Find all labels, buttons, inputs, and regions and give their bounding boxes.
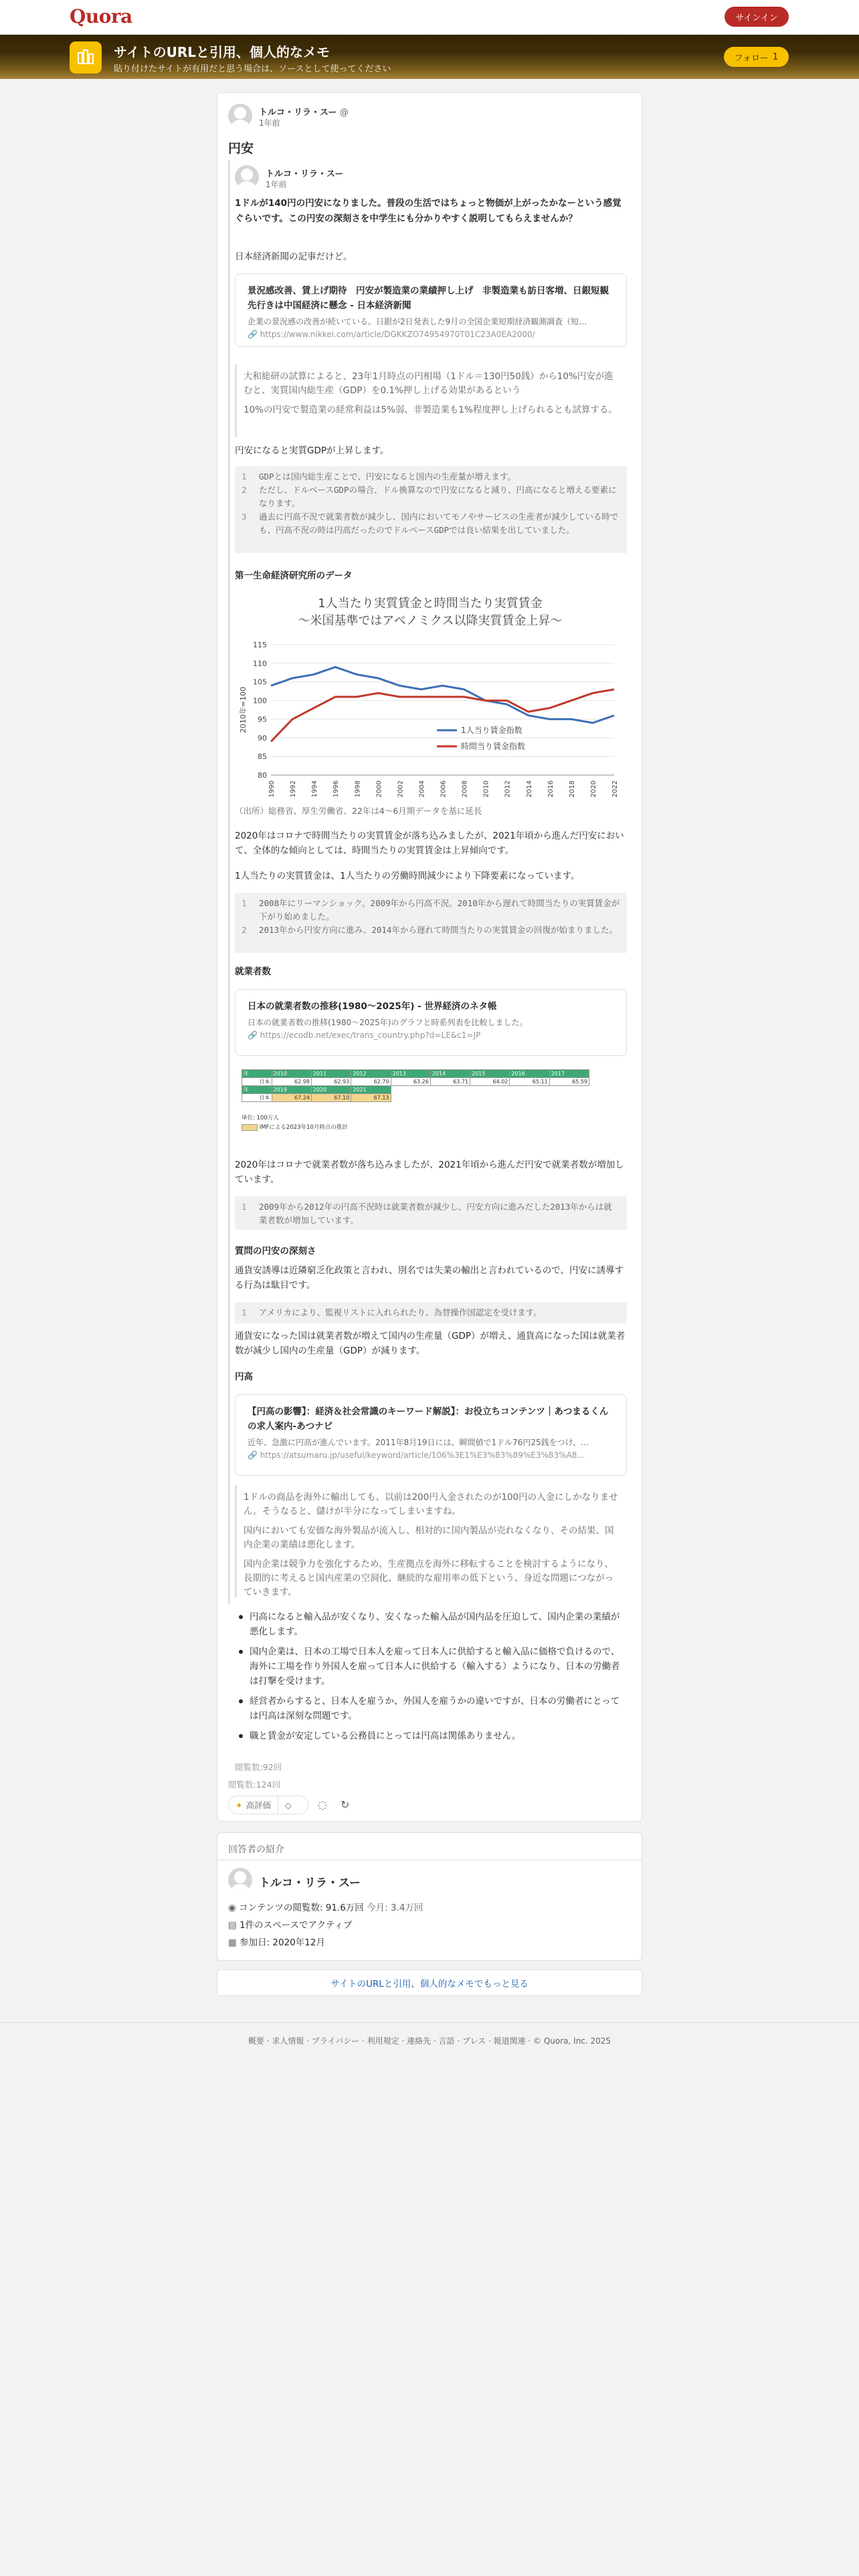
x-tick-label: 2014 <box>525 780 533 798</box>
table-cell: 年 <box>242 1070 272 1078</box>
upvote-label: 高評価 <box>246 1800 271 1810</box>
series-line-1 <box>271 667 614 723</box>
code-block-4 <box>235 1302 627 1323</box>
table-unit: 単位: 100万人 <box>242 1115 279 1121</box>
code-line: 1 2008年にリーマンショック。2009年から円高不況。2010年から遅れて時間当たりの実質賃金が下がり始めました。 <box>242 898 620 922</box>
table-cell: 日本 <box>242 1094 272 1102</box>
post-title: 円安 <box>228 141 254 156</box>
x-tick-label: 2016 <box>547 780 555 798</box>
table-cell: 67.13 <box>351 1094 391 1102</box>
table-cell: 67.24 <box>272 1094 311 1102</box>
author-profile-card <box>217 1832 642 1961</box>
table-row-years-2 <box>242 1086 589 1094</box>
table-cell: 63.71 <box>430 1078 470 1086</box>
y-tick-label: 105 <box>253 677 267 687</box>
quote-1a: 大和総研の試算によると、23年1月時点の円相場（1ドル＝130円50銭）から10%円安が進むと、実質国内総生産（GDP）を0.1%押し上げる効果があるという <box>244 371 613 396</box>
upvote-icon: ✦ <box>235 1800 243 1810</box>
link-card-title: 日本の就業者数の推移(1980～2025年) - 世界経済のネタ帳 <box>248 1001 497 1012</box>
bullet-list <box>235 1610 623 1749</box>
post-views: 閲覧数:124回 <box>228 1780 281 1790</box>
x-tick-label: 1992 <box>290 780 298 798</box>
y-tick-label: 95 <box>258 715 267 724</box>
link-icon: 🔗 <box>248 1451 260 1460</box>
wage-chart[interactable] <box>236 591 624 820</box>
legend-label: 1人当り賃金指数 <box>461 726 522 735</box>
table-cell: 2014 <box>430 1070 470 1078</box>
x-tick-label: 2010 <box>482 780 490 798</box>
code-line: 2 ただし、ドルベースGDPの場合、ドル換算なので円安になると減り、円高になると増える要素になります。 <box>242 485 617 508</box>
footer-links[interactable]: 概要 · 求人情報 · プライバシー · 利用規定 · 連絡先 · 言語 · プレス · 報道関連 · © Quora, Inc. 2025 <box>248 2036 611 2046</box>
link-url-text: https://atsumaru.jp/useful/keyword/article/106%3E1%E3%83%89%E3%83%A8… <box>260 1451 585 1460</box>
x-tick-label: 2008 <box>461 780 469 798</box>
code-block-2 <box>235 893 627 953</box>
profile-active: 1件のスペースでアクティブ <box>240 1920 353 1931</box>
link-url-text: https://ecodb.net/exec/trans_country.php?d=LE&c1=JP <box>260 1031 481 1040</box>
upvote-group <box>228 1796 308 1814</box>
link-card-desc: 日本の就業者数の推移(1980～2025年)のグラフと時系列表を比較しました。 <box>248 1018 528 1027</box>
link-url-text: https://www.nikkei.com/article/DGKKZO74954970T01C23A0EA2000/ <box>260 330 535 339</box>
link-card-desc: 企業の景況感の改善が続いている。日銀が2日発表した9月の全国企業短期経済観測調査（短… <box>248 317 587 326</box>
table-row-years-1 <box>242 1070 589 1078</box>
inner-author-name[interactable]: トルコ・リラ・スー <box>266 169 344 179</box>
list-item: 円高になると輸入品が安くなり、安くなった輸入品が国内品を圧迫して、国内企業の業績が悪化します。 <box>235 1610 623 1639</box>
inner-author-avatar[interactable] <box>235 165 259 189</box>
table-cell: 65.11 <box>510 1078 549 1086</box>
inner-views: 閲覧数:92回 <box>235 1762 282 1772</box>
quote-divider <box>228 160 230 1604</box>
spaces-icon: ▤ <box>228 1920 237 1931</box>
x-tick-label: 1994 <box>311 780 319 798</box>
y-tick-label: 85 <box>258 752 267 762</box>
paragraph-3: 2020年はコロナで時間当たりの実質賃金が落ち込みましたが、2021年頃から進んだ円安において、全体的な傾向としては、時間当たりの実質賃金は上昇傾向です。 <box>235 831 624 856</box>
table-cell: 2021 <box>351 1086 391 1094</box>
profile-name[interactable]: トルコ・リラ・スー <box>259 1876 361 1890</box>
table-note-row <box>242 1123 348 1131</box>
link-card-url <box>248 1451 614 1460</box>
paragraph-6: 通貨安誘導は近隣窮乏化政策と言われ、別名では失業の輸出と言われているので、円安に誘導する行為は駄目です。 <box>235 1265 624 1291</box>
calendar-icon: ▦ <box>228 1937 237 1948</box>
follow-label: フォロー <box>734 53 769 64</box>
list-item: 職と賃金が安定している公務員にとっては円高は関係ありません。 <box>235 1729 623 1743</box>
table-cell: 62.70 <box>351 1078 391 1086</box>
y-axis-label: 2010年=100 <box>239 686 248 734</box>
x-tick-label: 2002 <box>397 780 405 798</box>
table-cell: 日本 <box>242 1078 272 1086</box>
quote-3a: 1ドルの商品を海外に輸出しても、以前は200円入金されたのが100円の入金にしかなりません。そうなると、儲けが半分になってしまいますね。 <box>244 1492 618 1517</box>
link-icon: 🔗 <box>248 1031 260 1040</box>
follow-button[interactable] <box>724 47 789 67</box>
space-icon[interactable] <box>70 41 102 74</box>
code-line: 2 2013年から円安方向に進み、2014年から遅れて時間当たりの実質賃金の回復が始まりました。 <box>242 925 617 935</box>
code-line: 1 GDPとは国内総生産ことで、円安になると国内の生産量が増えます。 <box>242 471 516 481</box>
y-tick-label: 100 <box>253 696 267 706</box>
table-cell: 65.59 <box>549 1078 589 1086</box>
chart-source: （出所）総務省、厚生労働省、22年は4～6月期データを基に延長 <box>235 806 482 816</box>
link-icon: 🔗 <box>248 330 260 339</box>
paragraph-7: 通貨安になった国は就業者数が増えて国内の生産量（GDP）が増え、通貨高になった国は就業者数が減少し国内の生産量（GDP）が減ります。 <box>235 1331 626 1356</box>
table-cell: 63.26 <box>391 1078 430 1086</box>
chart-title: 1人当たり実質賃金と時間当たり実質賃金 <box>318 597 543 611</box>
link-card-title: 景況感改善、賃上げ期待 円安が製造業の業績押し上げ 非製造業も訪日客増、日銀短観 先行きは中国経済に懸念 - 日本経済新聞 <box>248 286 618 311</box>
space-subtitle: 貼り付けたサイトが有用だと思う場合は、ソースとして使ってください <box>114 64 391 74</box>
author-avatar[interactable] <box>228 104 252 128</box>
downvote-button[interactable] <box>278 1800 298 1810</box>
table-cell: 2012 <box>351 1070 391 1078</box>
profile-views-row <box>228 1900 423 1913</box>
x-tick-label: 2020 <box>589 780 597 798</box>
paragraph-5: 2020年はコロナで就業者数が落ち込みましたが、2021年頃から進んだ円安で就業者数が増加しています。 <box>235 1160 624 1185</box>
list-item: 国内企業は、日本の工場で日本人を雇って日本人に供給すると輸入品に価格で負けるので、海外に工場を作り外国人を雇って日本人に供給する（輸入する）ようになり、日本の労働者は打撃を受けます。 <box>235 1644 623 1689</box>
profile-views-month: 今月: 3.4万回 <box>367 1903 423 1913</box>
inner-post-time: 1年前 <box>266 180 287 189</box>
table-cell: 2017 <box>549 1070 589 1078</box>
x-tick-label: 1998 <box>354 780 362 798</box>
link-card-title: 【円高の影響】：経済＆社会常識のキーワード解説】：お役立ちコンテンツ｜あつまるくんの求人案内-あつナビ <box>248 1406 609 1432</box>
profile-joined-row <box>228 1935 325 1948</box>
profile-avatar[interactable] <box>228 1868 252 1892</box>
y-tick-label: 90 <box>258 734 267 743</box>
heading-employment: 就業者数 <box>235 966 271 977</box>
table-cell: 67.10 <box>311 1094 351 1102</box>
post-time[interactable]: 1年前 <box>259 118 280 128</box>
quote-3c: 国内企業は競争力を強化するため、生産拠点を海外に移転することを検討するようになり、長期的に考えると国内産業の空洞化、継続的な雇用率の低下という、身近な問題につながっていきます。 <box>244 1559 614 1598</box>
paragraph-4: 1人当たりの実質賃金は、1人当たりの労働時間減少により下降要素になっています。 <box>235 871 580 881</box>
legend-label: 時間当り賃金指数 <box>461 742 526 751</box>
question-text[interactable]: 1ドルが140円の円安になりました。普段の生活ではちょっと物価が上がったかなーという感覚ぐらいです。この円安の深刻さを中学生にも分かりやすく説明してもらえませんか？ <box>235 198 622 224</box>
link-card-ecodb[interactable] <box>235 989 627 1056</box>
table-cell: 62.98 <box>272 1078 311 1086</box>
post-card <box>217 92 642 1822</box>
paragraph-1: 日本経済新聞の記事だけど。 <box>235 251 353 262</box>
x-tick-label: 2006 <box>440 780 448 798</box>
heading-severity: 質問の円安の深刻さ <box>235 1246 316 1257</box>
table-cell: 2020 <box>311 1086 351 1094</box>
table-cell: 2010 <box>272 1070 311 1078</box>
link-card-url <box>248 1031 614 1040</box>
chart-subtitle: ～米国基準ではアベノミクス以降実質賃金上昇～ <box>298 614 563 628</box>
author-name[interactable]: トルコ・リラ・スー <box>259 108 337 118</box>
table-cell: 年 <box>242 1086 272 1094</box>
estimate-swatch <box>242 1124 258 1131</box>
table-cell: 2016 <box>510 1070 549 1078</box>
link-card-nikkei[interactable] <box>235 274 627 347</box>
paragraph-2: 円安になると実質GDPが上昇します。 <box>235 445 389 456</box>
comment-icon[interactable]: ◌ <box>318 1798 327 1811</box>
code-line: 1 アメリカにより、監視リストに入れられたり、為替操作国認定を受けます。 <box>242 1307 542 1317</box>
table-note: IMFによる2023年10月時点の推計 <box>259 1124 348 1131</box>
author-name-row <box>259 105 349 118</box>
table-cell: 2013 <box>391 1070 430 1078</box>
quote-3b: 国内においても安価な海外製品が流入し、相対的に国内製品が売れなくなり、その結果、国内企業の業績は悪化します。 <box>244 1525 614 1550</box>
x-tick-label: 2004 <box>418 780 426 798</box>
table-cell: 64.02 <box>470 1078 510 1086</box>
table-row-values-1 <box>242 1078 589 1086</box>
downvote-icon: ◇ <box>285 1800 292 1810</box>
upvote-button[interactable] <box>229 1796 278 1814</box>
top-bar <box>0 0 859 35</box>
x-tick-label: 2000 <box>375 780 383 798</box>
code-line: 1 2009年から2012年の円高不況時は就業者数が減少し、円安方向に進みだした2013年からは就業者数が増加しています。 <box>242 1202 612 1225</box>
employment-table <box>242 1069 589 1102</box>
x-tick-label: 1990 <box>268 780 276 798</box>
table-cell: 2019 <box>272 1086 311 1094</box>
employment-table-image <box>242 1069 616 1136</box>
space-title[interactable]: サイトのURLと引用、個人的なメモ <box>114 44 330 60</box>
profile-views: コンテンツの閲覧数: 91.6万回 <box>239 1903 364 1913</box>
author-suffix: @ <box>339 108 349 118</box>
table-cell: 62.93 <box>311 1078 351 1086</box>
blockquote-2 <box>235 1485 627 1598</box>
share-icon[interactable]: ↻ <box>341 1798 350 1811</box>
table-cell: 2015 <box>470 1070 510 1078</box>
link-card-atsunavi[interactable] <box>235 1394 627 1476</box>
quote-1b: 10%の円安で製造業の経常利益は5%弱、非製造業も1%程度押し上げられるとも試算する。 <box>244 405 617 415</box>
wage-chart-svg <box>236 591 624 820</box>
link-card-desc: 近年、急激に円高が進んでいます。2011年8月19日には、瞬間値で1ドル76円25銭をつけ、… <box>248 1438 589 1447</box>
link-card-url <box>248 330 614 339</box>
x-tick-label: 2022 <box>611 780 619 798</box>
series-line-2 <box>271 689 614 742</box>
list-item: 経営者からすると、日本人を雇うか、外国人を雇うかの違いですが、日本の労働者にとっては円高は深刻な問題です。 <box>235 1694 623 1723</box>
space-banner <box>0 35 859 79</box>
eye-icon: ◉ <box>228 1903 236 1913</box>
y-tick-label: 80 <box>258 771 267 780</box>
blockquote-1 <box>235 364 627 437</box>
profile-heading: 回答者の紹介 <box>228 1844 284 1855</box>
profile-active-row <box>228 1917 353 1931</box>
footer <box>0 2022 859 2576</box>
code-block-3 <box>235 1196 627 1230</box>
y-tick-label: 110 <box>253 659 267 668</box>
profile-joined: 参加日: 2020年12月 <box>240 1937 325 1948</box>
quora-logo[interactable]: Quora <box>70 5 132 27</box>
x-tick-label: 1996 <box>332 780 341 798</box>
heading-dlri: 第一生命経済研究所のデータ <box>235 570 353 581</box>
code-line: 3 過去に円高不況で就業者数が減少し、国内においてモノやサービスの生産者が減少している時でも、円高不況の時は円高だったのでドルベースGDPでは良い結果を出していました。 <box>242 512 619 535</box>
signin-button[interactable]: サインイン <box>725 7 789 27</box>
y-tick-label: 115 <box>253 641 267 649</box>
see-more-link[interactable]: サイトのURLと引用、個人的なメモでもっと見る <box>217 1969 642 1996</box>
code-block-1 <box>235 466 627 553</box>
x-tick-label: 2012 <box>504 780 512 798</box>
follow-count: 1 <box>773 51 779 62</box>
table-row-values-2 <box>242 1094 589 1102</box>
x-tick-label: 2018 <box>568 780 576 798</box>
table-cell: 2011 <box>311 1070 351 1078</box>
heading-strong-yen: 円高 <box>235 1372 253 1382</box>
